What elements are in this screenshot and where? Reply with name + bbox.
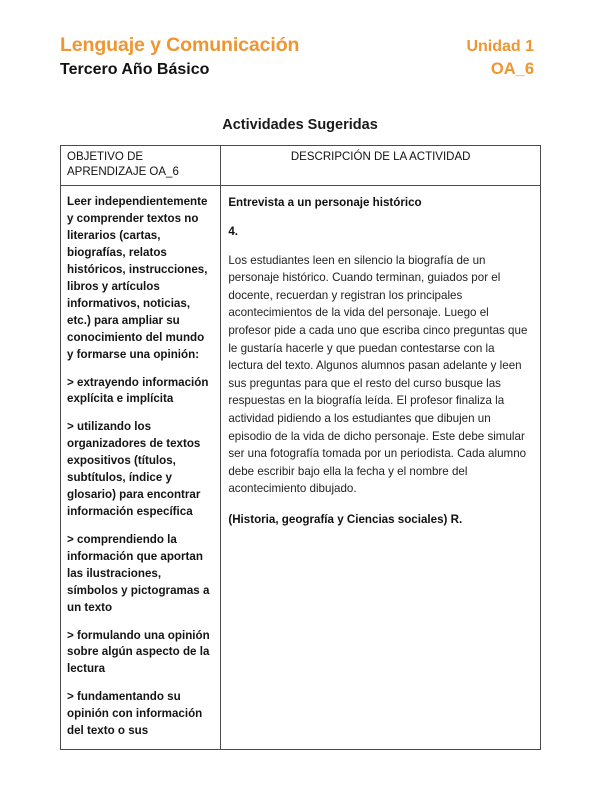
objective-block: > formulando una opinión sobre algún aspecto de la lectura [67, 628, 210, 676]
activity-source: (Historia, geografía y Ciencias sociales) R. [228, 513, 463, 527]
table-row [61, 186, 541, 750]
column-header-objective: OBJETIVO DE APRENDIZAJE OA_6 [61, 146, 221, 186]
activity-heading: Entrevista a un personaje histórico [228, 196, 422, 210]
unit-label: Unidad 1 [466, 38, 534, 55]
document-header [60, 34, 534, 79]
objective-block: > extrayendo información explícita e implícita [67, 375, 209, 406]
oa-code-label: OA_6 [490, 60, 534, 78]
objective-block: > utilizando los organizadores de textos expositivos (títulos, subtítulos, índice y glosario) para encontrar información específica [67, 420, 201, 519]
page-title: Actividades Sugeridas [222, 117, 378, 133]
activity-number: 4. [228, 224, 238, 238]
grade-title: Tercero Año Básico [60, 61, 210, 78]
objective-block: Leer independientemente y comprender textos no literarios (cartas, biografías, relatos históricos, instrucciones, libros y artículos informativos, noticias, etc.) para ampliar su conocimiento del mundo y formarse una opinión: [67, 195, 208, 361]
activities-table [60, 145, 541, 750]
header-row-secondary [60, 60, 534, 79]
subject-title: Lenguaje y Comunicación [60, 34, 300, 56]
activity-body: Los estudiantes leen en silencio la biografía de un personaje histórico. Cuando terminan, guiados por el docente, recuerdan y registran los principales acontecimientos de la vida del personaje. Luego el profesor pide a cada uno que escriba cinco preguntas que le gustaría hacerle y que puedan contestarse con la lectura del texto. Algunos alumnos pasan adelante y leen sus preguntas para que el resto del curso busque las respuestas en la biografía leída. El profesor finaliza la actividad pidiendo a los estudiantes que dibujen un episodio de la vida de dicho personaje. Este debe simular ser una fotografía tomada por un periodista. Cada alumno debe escribir bajo ella la fecha y el nombre del acontecimiento dibujado. [228, 253, 528, 496]
header-row-primary [60, 34, 534, 57]
objective-block: > fundamentando su opinión con información del texto o sus [67, 690, 203, 738]
objective-block: > comprendiendo la información que aportan las ilustraciones, símbolos y pictogramas a un texto [67, 532, 210, 614]
table-header-row [61, 146, 541, 186]
column-header-description: DESCRIPCIÓN DE LA ACTIVIDAD [221, 146, 541, 186]
cell-objective [61, 186, 221, 750]
cell-description [221, 186, 541, 750]
